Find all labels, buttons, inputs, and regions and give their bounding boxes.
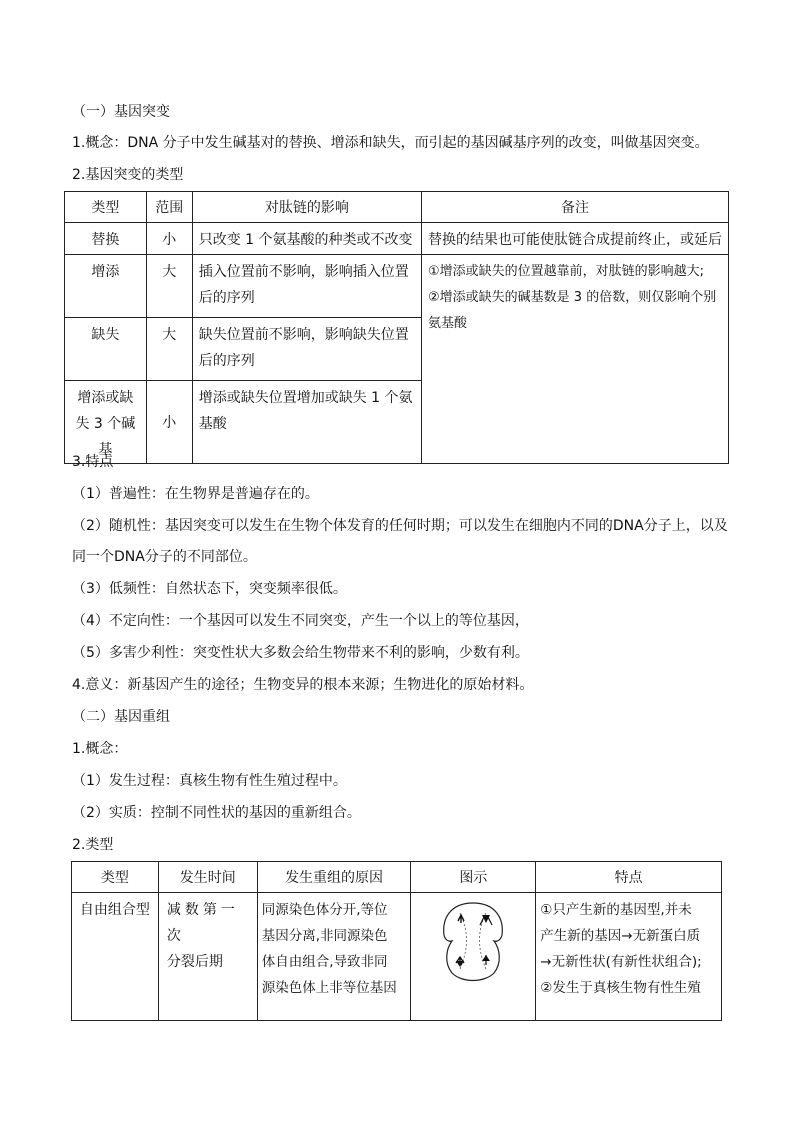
merged-note-cell: [422, 255, 729, 464]
table-cell: 只改变 1 个氨基酸的种类或不改变: [192, 223, 421, 255]
table-cell-line: 基因分离,非同源染色: [261, 928, 388, 944]
table-cell: 小: [146, 381, 192, 464]
table-cell-line: 同源染色体分开,等位: [261, 902, 388, 918]
table-cell-line: ①只产生新的基因型,并未: [540, 902, 692, 918]
table-header: 对肽链的影响: [192, 192, 421, 223]
table-cell-line: 减数第一次: [166, 902, 239, 944]
section1-title: （一）基因突变: [72, 104, 170, 120]
table-header: 发生时间: [158, 862, 257, 893]
table-header: 类型: [72, 862, 159, 893]
diagram-cell: [411, 893, 536, 1021]
feature-item: （4）不定向性：一个基因可以发生不同突变，产生一个以上的等位基因，: [72, 613, 529, 629]
section2-types-heading: 2.类型: [72, 837, 114, 853]
cell-division-diagram: [438, 899, 508, 983]
significance: 4.意义：新基因产生的途径；生物变异的根本来源；生物进化的原始材料。: [72, 677, 534, 693]
section1-types-heading: 2.基因突变的类型: [72, 167, 184, 183]
table-cell-line: 分裂后期: [166, 954, 223, 970]
mutation-types-table: [64, 191, 729, 464]
table-header: 发生重组的原因: [257, 862, 411, 893]
table-cell: 自由组合型: [79, 902, 150, 918]
concept-item: （2）实质：控制不同性状的基因的重新组合。: [72, 805, 361, 821]
feature-item: （2）随机性：基因突变可以发生在生物个体发育的任何时期；可以发生在细胞内不同的DNA分子上，以及: [72, 518, 728, 534]
table-cell: 替换的结果也可能使肽链合成提前终止，或延后: [422, 223, 729, 255]
table-header: 特点: [536, 862, 722, 893]
table-cell: 插入位置前不影响，影响插入位置后的序列: [198, 264, 409, 306]
table-cell-line: 源染色体上非等位基因: [261, 980, 397, 996]
table-cell-line: 体自由组合,导致非同: [261, 954, 388, 970]
table-cell: 大: [162, 264, 177, 280]
table-cell: 增添: [91, 264, 120, 280]
table-cell: 增添或缺失位置增加或缺失 1 个氨基酸: [198, 390, 413, 432]
table-cell: 缺失: [91, 327, 120, 343]
features-heading: 3.特点: [72, 454, 114, 470]
table-cell-line: 产生新的基因→无新蛋白质: [540, 928, 701, 944]
table-cell: 替换: [65, 223, 147, 255]
table-header: 图示: [411, 862, 536, 893]
table-header: 备注: [422, 192, 729, 223]
recombination-types-table: [71, 861, 722, 1021]
table-header: 类型: [65, 192, 147, 223]
section2-concept-heading: 1.概念：: [72, 741, 128, 757]
table-cell: 小: [146, 223, 192, 255]
table-cell: 增添或缺失 3 个碱基: [75, 390, 136, 458]
table-header: 范围: [146, 192, 192, 223]
table-cell: 缺失位置前不影响，影响缺失位置后的序列: [198, 327, 409, 369]
concept-item: （1）发生过程：真核生物有性生殖过程中。: [72, 773, 347, 789]
feature-item: （3）低频性：自然状态下，突变频率很低。: [72, 581, 347, 597]
feature-item: 同一个DNA分子的不同部位。: [72, 549, 257, 565]
feature-item: （5）多害少利性：突变性状大多数会给生物带来不利的影响，少数有利。: [72, 645, 529, 661]
note-line: ①增添或缺失的位置越靠前，对肽链的影响越大;: [428, 264, 705, 279]
note-line: ②增添或缺失的碱基数是 3 的倍数，则仅影响个别氨基酸: [428, 290, 717, 331]
section1-concept: 1.概念：DNA 分子中发生碱基对的替换、增添和缺失，而引起的基因碱基序列的改变，叫做基因突变。: [72, 135, 709, 151]
table-cell-line: ②发生于真核生物有性生殖: [540, 980, 701, 996]
section2-title: （二）基因重组: [72, 709, 170, 725]
table-cell: 大: [162, 327, 177, 343]
feature-item: （1）普遍性：在生物界是普遍存在的。: [72, 486, 319, 502]
table-cell-line: →无新性状(有新性状组合);: [540, 954, 702, 970]
